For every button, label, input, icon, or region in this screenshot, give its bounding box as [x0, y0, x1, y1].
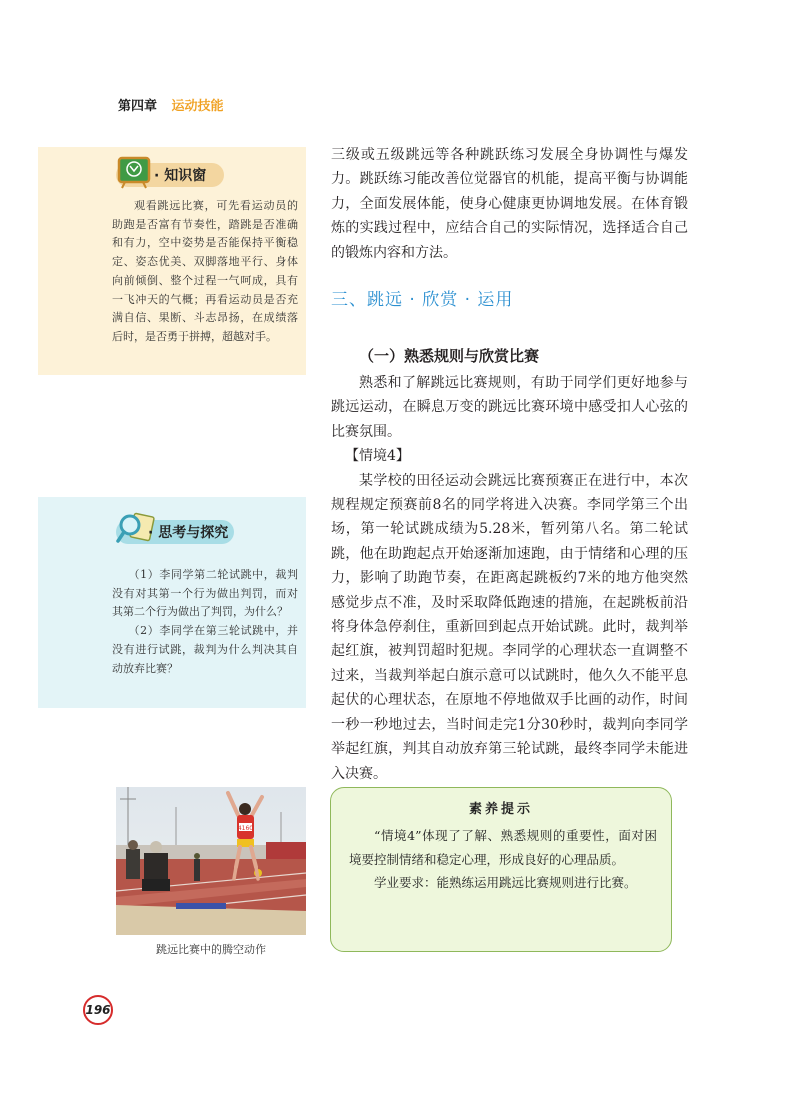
think-explore-text: [112, 566, 298, 678]
photo-caption: 跳远比赛中的腾空动作: [156, 943, 266, 956]
scenario-paragraph: 某学校的田径运动会跳远比赛预赛正在进行中，本次规程规定预赛前8名的同学将进入决赛。李同学第三个出场，第一轮试跳成绩为5.28米，暂列第八名。第二轮试跳，他在助跑起点开始逐渐加速跑，由于情绪和心理的压力，影响了助跑节奏，在距离起跳板约7米的地方他突然感觉步点不准，及时采取降低跑速的措施，在起跳板前沿将身体急停刹住，重新回到起点开始试跳。此时，裁判举起红旗，被判罚超时犯规。李同学的心理状态一直调整不过来，当裁判举起白旗示意可以试跳时，他久久不能平息起伏的心理状态，在原地不停地做双手比画的动作，时间一秒一秒地过去，当时间走完1分30秒时，裁判向李同学举起红旗，判其自动放弃第三轮试跳，最终李同学未能进入决赛。: [331, 472, 688, 782]
long-jump-photo: [116, 787, 306, 935]
tips-text: [349, 824, 657, 895]
think-explore-box: [38, 497, 306, 708]
knowledge-window-label: · 知识窗: [154, 168, 207, 184]
blackboard-icon: [116, 155, 152, 189]
tips-paragraph-2: 学业要求：能熟练运用跳远比赛规则进行比赛。: [374, 875, 637, 890]
knowledge-window-paragraph: 观看跳远比赛，可先看运动员的助跑是否富有节奏性，踏跳是否准确和有力，空中姿势是否能保持平衡稳定、姿态优美、双脚落地平行、身体向前倾倒、整个过程一气呵成，具有一飞冲天的气概；再看运动员是否充满自信、果断、斗志昂扬，在成绩落后时，是否勇于拼搏，超越对手。: [112, 199, 298, 343]
knowledge-window-text: [112, 197, 298, 347]
chapter-name: 运动技能: [171, 99, 224, 114]
think-question-2: （2）李同学在第三轮试跳中，并没有进行试跳，裁判为什么判决其自动放弃比赛？: [112, 624, 298, 675]
tips-paragraph-1: “情境4”体现了了解、熟悉规则的重要性，面对困境要控制情绪和稳定心理，形成良好的心理品质。: [349, 828, 657, 867]
chapter-number: 第四章: [118, 99, 158, 114]
rules-paragraph-block: [331, 371, 688, 786]
literacy-tips-box: [330, 787, 672, 952]
think-explore-label: · 思考与探究: [148, 525, 229, 541]
scenario-label: 【情境4】: [345, 448, 410, 465]
rules-paragraph: 熟悉和了解跳远比赛规则，有助于同学们更好地参与跳远运动，在瞬息万变的跳远比赛环境中感受扣人心弦的比赛氛围。: [331, 375, 688, 440]
section-heading: 三、跳远 · 欣赏 · 运用: [331, 290, 514, 310]
knowledge-window-box: [38, 147, 306, 375]
sub-heading: （一）熟悉规则与欣赏比赛: [359, 347, 540, 365]
tips-title: 素养提示: [468, 802, 533, 817]
intro-paragraph: 三级或五级跳远等各种跳跃练习发展全身协调性与爆发力。跳跃练习能改善位觉器官的机能，提高平衡与协调能力，全面发展体能，使身心健康更协调地发展。在体育锻炼的实践过程中，应结合自己的实际情况，选择适合自己的锻炼内容和方法。: [331, 147, 688, 261]
intro-paragraph-block: [331, 143, 688, 265]
page-number: 196: [83, 995, 113, 1025]
svg-text:4160: 4160: [237, 825, 254, 832]
running-header: [118, 95, 224, 114]
think-question-1: （1）李同学第二轮试跳中，裁判没有对其第一个行为做出判罚，而对其第二个行为做出了判罚，为什么？: [112, 568, 298, 619]
long-jump-illustration: [116, 787, 306, 935]
